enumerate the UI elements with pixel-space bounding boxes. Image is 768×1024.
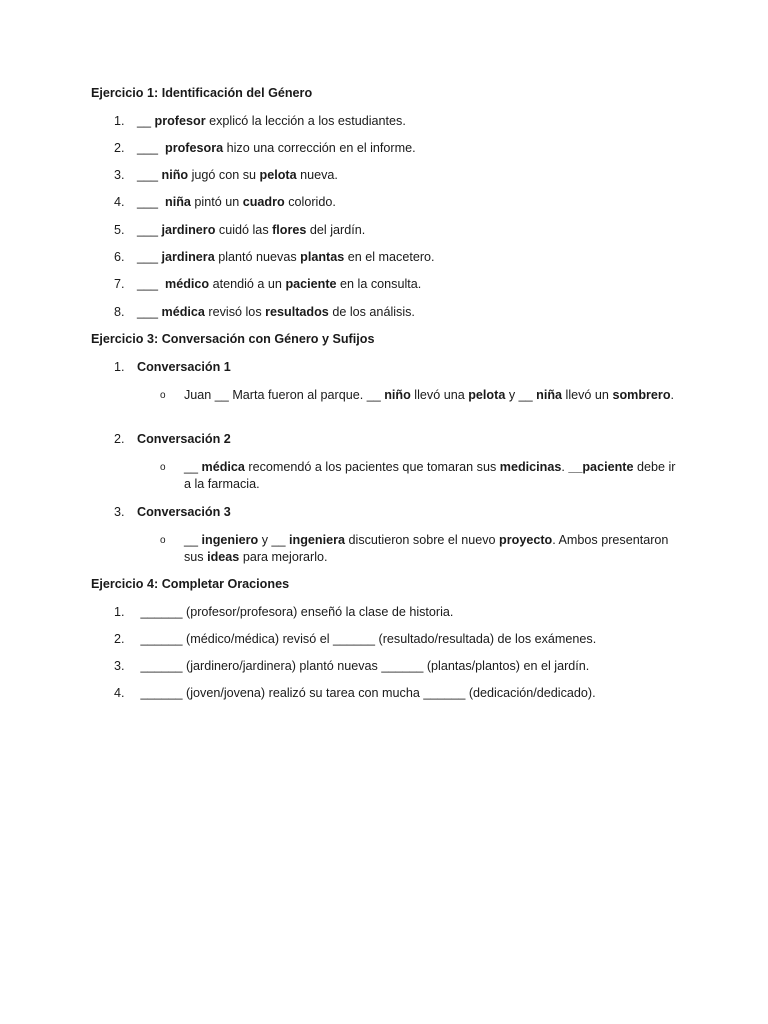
text-segment: . Ambos presentaron sus bbox=[184, 533, 669, 564]
exercise-4-title: Ejercicio 4: Completar Oraciones bbox=[91, 577, 290, 591]
item-text: ______ (jardinero/jardinera) plantó nuevas ______ (plantas/plantos) en el jardín. bbox=[137, 659, 590, 673]
item-text bbox=[137, 276, 421, 293]
bold-word: niño bbox=[384, 388, 411, 402]
text-segment: __ bbox=[184, 533, 202, 547]
text-segment: y __ bbox=[505, 388, 537, 402]
bold-word: ingeniera bbox=[289, 533, 346, 547]
text-segment: en el macetero. bbox=[344, 250, 435, 264]
bold-word: paciente bbox=[285, 277, 337, 291]
text-segment: del jardín. bbox=[306, 223, 366, 237]
item-text: ______ (profesor/profesora) enseñó la clase de historia. bbox=[137, 605, 454, 619]
item-number: 6. bbox=[114, 250, 125, 264]
text-segment: . bbox=[561, 460, 569, 474]
bold-word: niña bbox=[165, 195, 191, 209]
bold-word: pelota bbox=[468, 388, 506, 402]
text-segment: recomendó a los pacientes que tomaran sus bbox=[244, 460, 500, 474]
bold-word: ingeniero bbox=[201, 533, 259, 547]
text-segment: __ bbox=[184, 460, 202, 474]
text-segment: colorido. bbox=[284, 195, 336, 209]
bullet-icon: o bbox=[160, 535, 166, 546]
text-segment: ___ bbox=[137, 168, 162, 182]
exercise-1-title: Ejercicio 1: Identificación del Género bbox=[91, 86, 313, 100]
item-text bbox=[137, 194, 336, 211]
bold-word: plantas bbox=[300, 250, 345, 264]
item-text bbox=[137, 167, 338, 184]
conversation-text bbox=[184, 532, 680, 566]
bold-word: ideas bbox=[207, 550, 240, 564]
text-segment: ___ bbox=[137, 277, 166, 291]
text-segment: revisó los bbox=[204, 305, 266, 319]
text-segment: jugó con su bbox=[188, 168, 260, 182]
text-segment: llevó una bbox=[410, 388, 469, 402]
text-segment: de los análisis. bbox=[328, 305, 415, 319]
text-segment: en la consulta. bbox=[336, 277, 422, 291]
bold-word: medicinas bbox=[499, 460, 562, 474]
text-segment: atendió a un bbox=[209, 277, 286, 291]
text-segment: hizo una corrección en el informe. bbox=[223, 141, 416, 155]
text-segment: ___ bbox=[137, 141, 166, 155]
text-segment: explicó la lección a los estudiantes. bbox=[205, 114, 406, 128]
item-number: 1. bbox=[114, 360, 125, 374]
exercise-3-title: Ejercicio 3: Conversación con Género y Sufijos bbox=[91, 332, 375, 346]
bold-word: pelota bbox=[259, 168, 297, 182]
bold-word: proyecto bbox=[499, 533, 553, 547]
item-number: 2. bbox=[114, 632, 125, 646]
conversation-label: Conversación 1 bbox=[137, 360, 231, 374]
item-text: ______ (médico/médica) revisó el ______ (resultado/resultada) de los exámenes. bbox=[137, 632, 597, 646]
bold-word: cuadro bbox=[242, 195, 285, 209]
bold-word: __paciente bbox=[568, 460, 634, 474]
bold-word: médica bbox=[161, 305, 205, 319]
item-text bbox=[137, 222, 365, 239]
item-number: 3. bbox=[114, 505, 125, 519]
text-segment: nueva. bbox=[296, 168, 338, 182]
bold-word: médico bbox=[165, 277, 210, 291]
text-segment: para mejorarlo. bbox=[239, 550, 328, 564]
item-number: 5. bbox=[114, 223, 125, 237]
text-segment: __ bbox=[137, 114, 155, 128]
item-text bbox=[137, 140, 416, 157]
item-number: 4. bbox=[114, 686, 125, 700]
text-segment: plantó nuevas bbox=[214, 250, 301, 264]
text-segment: debe ir a la farmacia. bbox=[184, 460, 676, 491]
bullet-icon: o bbox=[160, 390, 166, 401]
text-segment: ___ bbox=[137, 223, 162, 237]
conversation-label: Conversación 3 bbox=[137, 505, 231, 519]
bullet-icon: o bbox=[160, 462, 166, 473]
bold-word: jardinero bbox=[161, 223, 216, 237]
item-text: ______ (joven/jovena) realizó su tarea con mucha ______ (dedicación/dedicado). bbox=[137, 686, 596, 700]
item-text bbox=[137, 249, 435, 266]
text-segment: llevó un bbox=[562, 388, 613, 402]
bold-word: niño bbox=[161, 168, 189, 182]
text-segment: cuidó las bbox=[215, 223, 273, 237]
item-text bbox=[137, 113, 406, 130]
conversation-text bbox=[184, 459, 680, 493]
text-segment: pintó un bbox=[190, 195, 243, 209]
bold-word: resultados bbox=[265, 305, 329, 319]
conversation-label: Conversación 2 bbox=[137, 432, 231, 446]
bold-word: jardinera bbox=[161, 250, 215, 264]
bold-word: niña bbox=[536, 388, 563, 402]
text-segment: . bbox=[670, 388, 675, 402]
text-segment: Juan __ Marta fueron al parque. __ bbox=[184, 388, 385, 402]
item-number: 3. bbox=[114, 168, 125, 182]
bold-word: flores bbox=[272, 223, 307, 237]
item-number: 4. bbox=[114, 195, 125, 209]
item-text bbox=[137, 304, 415, 321]
item-number: 8. bbox=[114, 305, 125, 319]
item-number: 2. bbox=[114, 432, 125, 446]
item-number: 7. bbox=[114, 277, 125, 291]
text-segment: ___ bbox=[137, 250, 162, 264]
conversation-text bbox=[184, 387, 680, 404]
text-segment: ___ bbox=[137, 305, 162, 319]
item-number: 2. bbox=[114, 141, 125, 155]
text-segment: y __ bbox=[258, 533, 290, 547]
item-number: 1. bbox=[114, 114, 125, 128]
bold-word: profesora bbox=[165, 141, 224, 155]
bold-word: sombrero bbox=[612, 388, 671, 402]
text-segment: ___ bbox=[137, 195, 166, 209]
text-segment: discutieron sobre el nuevo bbox=[345, 533, 500, 547]
item-number: 3. bbox=[114, 659, 125, 673]
bold-word: médica bbox=[201, 460, 245, 474]
bold-word: profesor bbox=[154, 114, 206, 128]
item-number: 1. bbox=[114, 605, 125, 619]
